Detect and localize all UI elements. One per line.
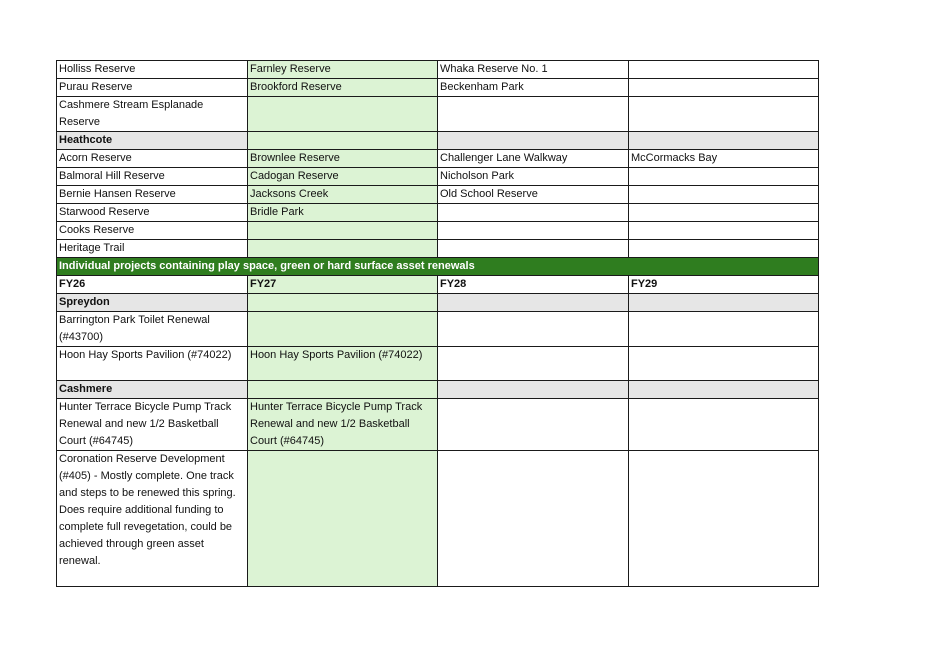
cell-col-1: Balmoral Hill Reserve [57,168,248,186]
cell-col-4 [629,222,819,240]
cell-col-4 [629,347,819,381]
cell-col-3 [438,347,629,381]
cell-col-1: Starwood Reserve [57,204,248,222]
cell-col-3: Challenger Lane Walkway [438,150,629,168]
cell-col-3: Whaka Reserve No. 1 [438,61,629,79]
cell-col-2 [248,451,438,587]
cell-col-3 [438,451,629,587]
cell-col-2: Hunter Terrace Bicycle Pump Track Renewal and new 1/2 Basketball Court (#64745) [248,399,438,451]
cell-col-3 [438,97,629,132]
cell-col-1: Barrington Park Toilet Renewal (#43700) [57,312,248,347]
cell-col-2: Brownlee Reserve [248,150,438,168]
table-row [57,97,819,132]
cell-col-1: Cashmere Stream Esplanade Reserve [57,97,248,132]
table-row [57,222,819,240]
cell-col-2 [248,294,438,312]
cell-col-1: Cooks Reserve [57,222,248,240]
cell-col-3: FY28 [438,276,629,294]
cell-col-2: Bridle Park [248,204,438,222]
cell-col-4 [629,61,819,79]
cell-col-2 [248,240,438,258]
cell-col-1: Cashmere [57,381,248,399]
table-row [57,347,819,381]
table-row [57,204,819,222]
cell-col-3 [438,240,629,258]
cell-col-4 [629,451,819,587]
cell-col-1: Heathcote [57,132,248,150]
cell-col-1: Spreydon [57,294,248,312]
cell-col-1: Coronation Reserve Development (#405) - Mostly complete. One track and steps to be renewed this spring. Does require additional funding to complete full revegetation, could be achieved through green asset renewal. [57,451,248,587]
cell-col-4 [629,294,819,312]
table-row [57,61,819,79]
cell-col-2 [248,97,438,132]
cell-col-2: Hoon Hay Sports Pavilion (#74022) [248,347,438,381]
group-header-row [57,381,819,399]
cell-col-1: Holliss Reserve [57,61,248,79]
cell-col-1: FY26 [57,276,248,294]
cell-col-4 [629,132,819,150]
table-row [57,240,819,258]
cell-col-4 [629,381,819,399]
cell-col-4 [629,399,819,451]
cell-col-1: Acorn Reserve [57,150,248,168]
table-row [57,451,819,587]
cell-col-2 [248,381,438,399]
cell-col-3 [438,222,629,240]
cell-col-2 [248,222,438,240]
cell-col-4 [629,168,819,186]
table-row [57,79,819,97]
cell-col-3 [438,294,629,312]
table-row [57,186,819,204]
cell-col-3: Nicholson Park [438,168,629,186]
cell-col-3 [438,381,629,399]
cell-col-4: McCormacks Bay [629,150,819,168]
cell-col-2: Farnley Reserve [248,61,438,79]
cell-col-1: Hunter Terrace Bicycle Pump Track Renewal and new 1/2 Basketball Court (#64745) [57,399,248,451]
cell-col-2 [248,312,438,347]
banner-cell: Individual projects containing play space, green or hard surface asset renewals [57,258,819,276]
cell-col-2: FY27 [248,276,438,294]
group-header-row [57,132,819,150]
cell-col-2: Brookford Reserve [248,79,438,97]
table-row [57,168,819,186]
cell-col-3 [438,132,629,150]
table-row [57,312,819,347]
reserves-table [56,60,819,587]
section-banner-row [57,258,819,276]
cell-col-3 [438,399,629,451]
year-header-row [57,276,819,294]
cell-col-4 [629,240,819,258]
cell-col-2 [248,132,438,150]
cell-col-4 [629,97,819,132]
table-row [57,150,819,168]
cell-col-1: Heritage Trail [57,240,248,258]
cell-col-2: Jacksons Creek [248,186,438,204]
cell-col-3: Beckenham Park [438,79,629,97]
group-header-row [57,294,819,312]
cell-col-4 [629,186,819,204]
cell-col-1: Hoon Hay Sports Pavilion (#74022) [57,347,248,381]
cell-col-3 [438,312,629,347]
cell-col-3 [438,204,629,222]
cell-col-4 [629,204,819,222]
cell-col-4 [629,79,819,97]
cell-col-4 [629,312,819,347]
cell-col-1: Bernie Hansen Reserve [57,186,248,204]
cell-col-2: Cadogan Reserve [248,168,438,186]
cell-col-4: FY29 [629,276,819,294]
cell-col-3: Old School Reserve [438,186,629,204]
cell-col-1: Purau Reserve [57,79,248,97]
table-row [57,399,819,451]
